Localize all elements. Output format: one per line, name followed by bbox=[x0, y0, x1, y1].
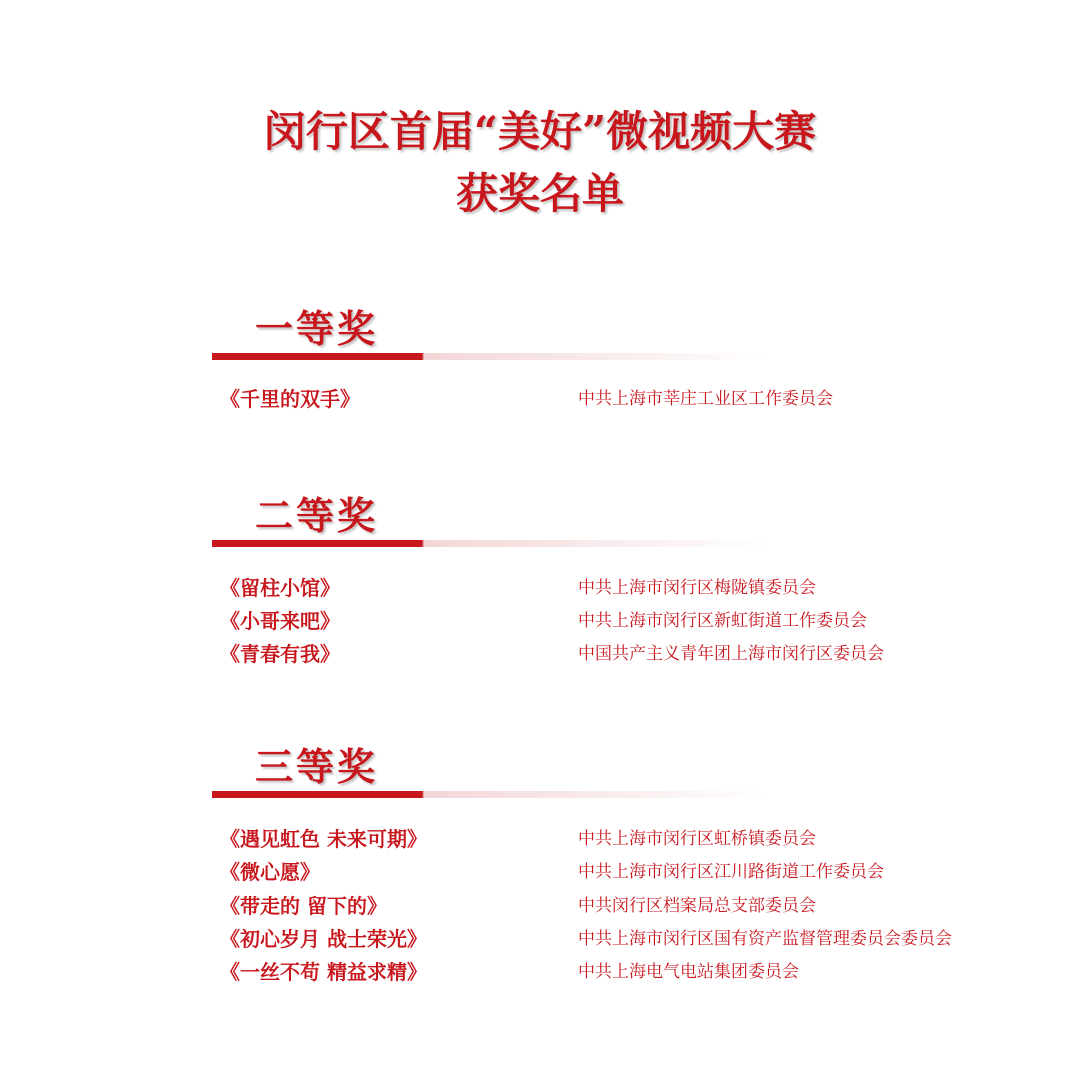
list-item bbox=[0, 823, 1080, 856]
work-title: 《一丝不苟 精益求精》 bbox=[220, 960, 427, 984]
section-divider bbox=[212, 791, 772, 798]
work-title: 《初心岁月 战士荣光》 bbox=[220, 927, 427, 951]
list-item bbox=[0, 605, 1080, 638]
list-item bbox=[0, 572, 1080, 605]
page-subtitle: 获奖名单 bbox=[455, 169, 624, 218]
section-heading: 二等奖 bbox=[255, 493, 379, 538]
work-organization: 中共上海市闵行区梅陇镇委员会 bbox=[578, 578, 816, 598]
section-divider bbox=[212, 353, 772, 360]
work-organization: 中共上海电气电站集团委员会 bbox=[578, 962, 799, 982]
work-organization: 中共上海市闵行区江川路街道工作委员会 bbox=[578, 862, 884, 882]
section-heading: 一等奖 bbox=[255, 306, 379, 351]
work-title: 《留柱小馆》 bbox=[220, 576, 340, 600]
work-title: 《微心愿》 bbox=[220, 860, 320, 884]
work-title: 《青春有我》 bbox=[220, 642, 340, 666]
work-organization: 中共闵行区档案局总支部委员会 bbox=[578, 896, 816, 916]
section-divider bbox=[212, 540, 772, 547]
work-organization: 中共上海市闵行区国有资产监督管理委员会委员会 bbox=[578, 929, 952, 949]
work-organization: 中共上海市莘庄工业区工作委员会 bbox=[578, 389, 833, 409]
work-title: 《千里的双手》 bbox=[220, 387, 360, 411]
work-title: 《遇见虹色 未来可期》 bbox=[220, 827, 427, 851]
list-item bbox=[0, 638, 1080, 671]
work-organization: 中共上海市闵行区虹桥镇委员会 bbox=[578, 829, 816, 849]
list-item bbox=[0, 383, 1080, 416]
section-heading: 三等奖 bbox=[255, 744, 379, 789]
work-title: 《小哥来吧》 bbox=[220, 609, 340, 633]
work-organization: 中共上海市闵行区新虹街道工作委员会 bbox=[578, 611, 867, 631]
work-title: 《带走的 留下的》 bbox=[220, 894, 387, 918]
page-title: 闵行区首届“美好”微视频大赛 bbox=[263, 107, 817, 156]
work-organization: 中国共产主义青年团上海市闵行区委员会 bbox=[578, 644, 884, 664]
list-item bbox=[0, 923, 1080, 956]
list-item bbox=[0, 856, 1080, 889]
list-item bbox=[0, 956, 1080, 989]
list-item bbox=[0, 890, 1080, 923]
